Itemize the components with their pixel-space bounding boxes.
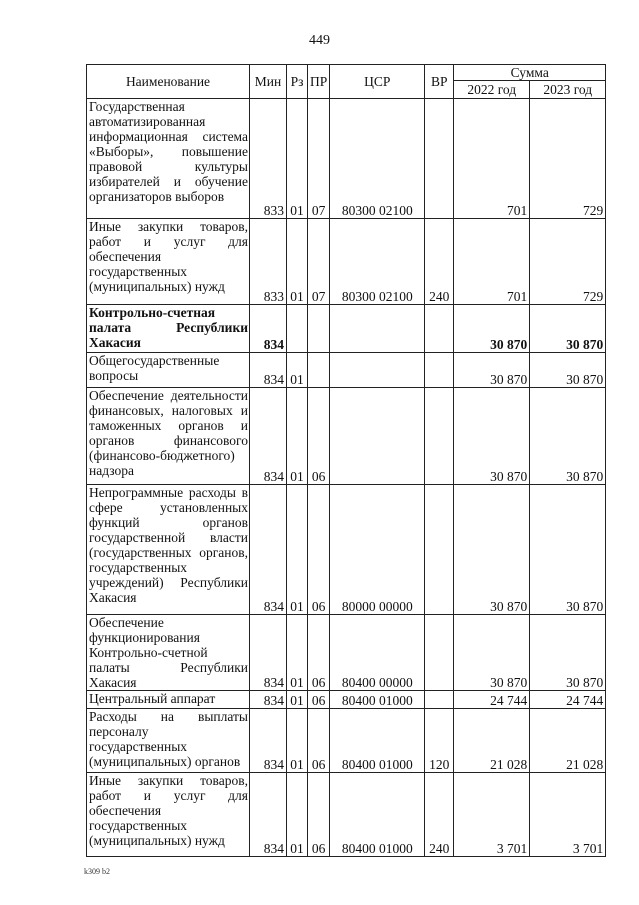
row-sum-2023: 729: [530, 99, 606, 219]
table-row: [87, 99, 606, 219]
header-pr: ПР: [308, 65, 330, 99]
row-sum-2022: 30 870: [454, 388, 530, 485]
row-vr: [425, 388, 454, 485]
row-pr: 06: [308, 388, 330, 485]
row-min: 833: [250, 99, 287, 219]
header-year-2023: 2023 год: [530, 81, 606, 99]
table-row: [87, 485, 606, 615]
row-rz: 01: [287, 773, 308, 857]
row-sum-2023: 30 870: [530, 388, 606, 485]
row-name: Обеспечение функционирования Контрольно-счетной палаты Республики Хакасия: [87, 615, 250, 691]
table-row: [87, 219, 606, 305]
footer-code: k309 b2: [84, 867, 110, 876]
row-name: Центральный аппарат: [87, 691, 250, 709]
row-min: 834: [250, 305, 287, 353]
row-name: Государственная автоматизированная информационная система «Выборы», повышение правовой культуры избирателей и обучение организаторов выборов: [87, 99, 250, 219]
table-row: [87, 773, 606, 857]
row-min: 833: [250, 219, 287, 305]
row-min: 834: [250, 388, 287, 485]
row-sum-2022: 3 701: [454, 773, 530, 857]
row-rz: 01: [287, 219, 308, 305]
row-csr: 80400 01000: [330, 709, 425, 773]
row-pr: 06: [308, 773, 330, 857]
row-vr: [425, 691, 454, 709]
row-pr: 06: [308, 691, 330, 709]
row-sum-2022: 701: [454, 219, 530, 305]
row-rz: [287, 305, 308, 353]
row-csr: 80400 01000: [330, 691, 425, 709]
row-min: 834: [250, 353, 287, 388]
row-csr: 80300 02100: [330, 99, 425, 219]
row-name: Иные закупки товаров, работ и услуг для обеспечения государственных (муниципальных) нужд: [87, 219, 250, 305]
row-sum-2023: 24 744: [530, 691, 606, 709]
row-sum-2023: 30 870: [530, 353, 606, 388]
row-vr: [425, 485, 454, 615]
budget-table: [86, 64, 606, 857]
row-pr: [308, 353, 330, 388]
row-sum-2022: 30 870: [454, 305, 530, 353]
row-csr: [330, 305, 425, 353]
row-name: Расходы на выплаты персоналу государственных (муниципальных) органов: [87, 709, 250, 773]
page-number: 449: [309, 33, 330, 48]
row-name: Обеспечение деятельности финансовых, налоговых и таможенных органов и органов финансового (финансово-бюджетного) надзора: [87, 388, 250, 485]
row-csr: 80400 00000: [330, 615, 425, 691]
row-sum-2022: 30 870: [454, 353, 530, 388]
row-pr: 07: [308, 99, 330, 219]
header-name: Наименование: [87, 65, 250, 99]
header-vr: ВР: [425, 65, 454, 99]
table-row: [87, 353, 606, 388]
row-vr: 240: [425, 773, 454, 857]
row-min: 834: [250, 485, 287, 615]
row-rz: 01: [287, 388, 308, 485]
row-name: Иные закупки товаров, работ и услуг для обеспечения государственных (муниципальных) нужд: [87, 773, 250, 857]
header-rz: Рз: [287, 65, 308, 99]
row-csr: 80000 00000: [330, 485, 425, 615]
row-pr: 07: [308, 219, 330, 305]
row-csr: 80300 02100: [330, 219, 425, 305]
row-vr: [425, 353, 454, 388]
row-rz: 01: [287, 353, 308, 388]
row-csr: 80400 01000: [330, 773, 425, 857]
row-sum-2023: 30 870: [530, 615, 606, 691]
row-vr: [425, 615, 454, 691]
row-pr: [308, 305, 330, 353]
row-vr: 240: [425, 219, 454, 305]
header-csr: ЦСР: [330, 65, 425, 99]
header-min: Мин: [250, 65, 287, 99]
row-min: 834: [250, 615, 287, 691]
row-sum-2022: 30 870: [454, 615, 530, 691]
row-rz: 01: [287, 709, 308, 773]
row-vr: [425, 99, 454, 219]
table-row: [87, 709, 606, 773]
row-pr: 06: [308, 709, 330, 773]
row-vr: 120: [425, 709, 454, 773]
row-sum-2023: 3 701: [530, 773, 606, 857]
row-sum-2022: 30 870: [454, 485, 530, 615]
table-row: [87, 388, 606, 485]
row-sum-2023: 30 870: [530, 305, 606, 353]
row-min: 834: [250, 709, 287, 773]
row-csr: [330, 388, 425, 485]
row-vr: [425, 305, 454, 353]
table-row: [87, 691, 606, 709]
header-year-2022: 2022 год: [454, 81, 530, 99]
row-sum-2023: 21 028: [530, 709, 606, 773]
row-sum-2022: 21 028: [454, 709, 530, 773]
row-csr: [330, 353, 425, 388]
row-name: Непрограммные расходы в сфере установленных функций органов государственной власти (государственных органов, государственных учреждений) Республики Хакасия: [87, 485, 250, 615]
table-row: [87, 305, 606, 353]
row-sum-2022: 24 744: [454, 691, 530, 709]
row-sum-2023: 30 870: [530, 485, 606, 615]
row-name: Контрольно-счетная палата Республики Хакасия: [87, 305, 250, 353]
row-min: 834: [250, 773, 287, 857]
row-pr: 06: [308, 485, 330, 615]
row-rz: 01: [287, 99, 308, 219]
row-rz: 01: [287, 485, 308, 615]
row-sum-2023: 729: [530, 219, 606, 305]
row-sum-2022: 701: [454, 99, 530, 219]
row-pr: 06: [308, 615, 330, 691]
row-min: 834: [250, 691, 287, 709]
row-name: Общегосударственные вопросы: [87, 353, 250, 388]
table-row: [87, 615, 606, 691]
row-rz: 01: [287, 691, 308, 709]
row-rz: 01: [287, 615, 308, 691]
header-sum: Сумма: [454, 65, 606, 81]
